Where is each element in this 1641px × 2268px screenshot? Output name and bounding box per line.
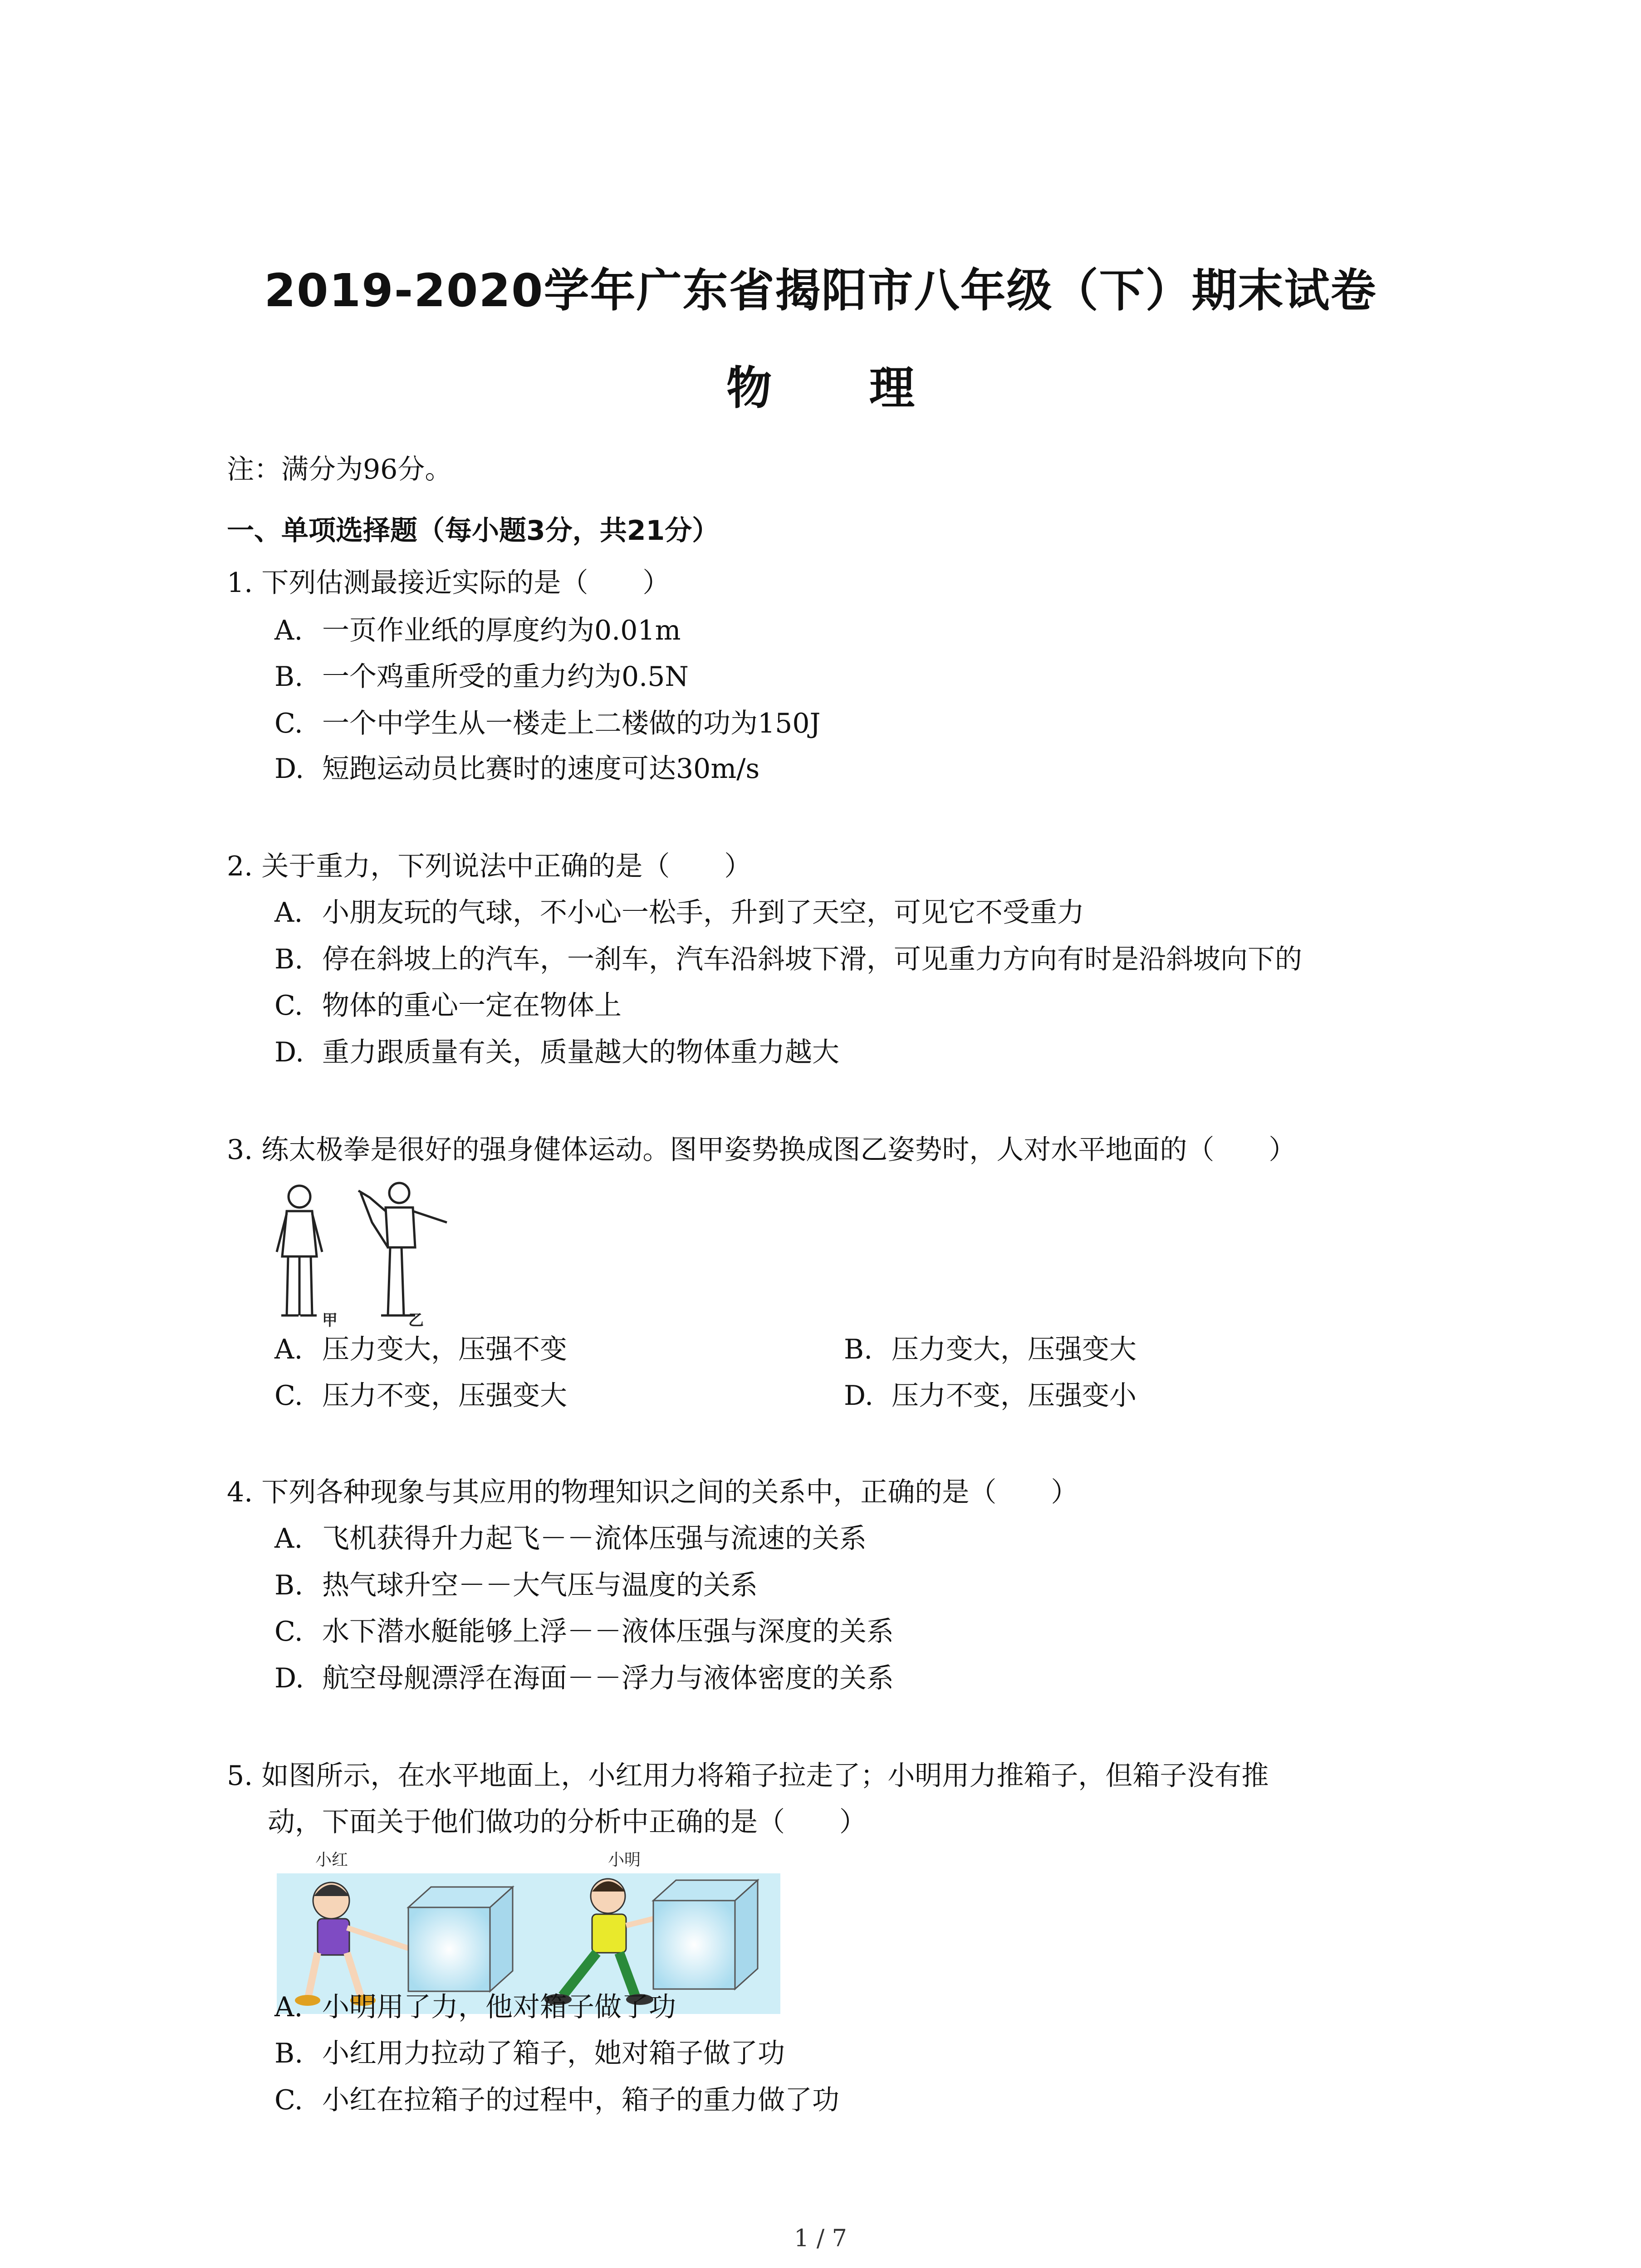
question-1-stem: 1. 下列估测最接近实际的是（ ） <box>227 567 670 599</box>
option-letter: B. <box>274 661 304 693</box>
question-2-option-b <box>274 941 1302 978</box>
option-letter: A. <box>274 615 303 646</box>
option-text: 压力变大，压强不变 <box>322 1334 567 1365</box>
option-text: 小明用了力，他对箱子做了功 <box>322 1991 676 2023</box>
score-note: 注：满分为96分。 <box>227 454 452 485</box>
question-4-option-b <box>274 1567 758 1603</box>
question-2-option-a <box>274 894 1084 931</box>
question-4-option-d <box>274 1660 894 1696</box>
figure-label-jia: 甲 <box>322 1311 338 1329</box>
question-5-stem-line-2: 动，下面关于他们做功的分析中正确的是（ ） <box>268 1806 867 1838</box>
option-letter: D. <box>274 1662 304 1694</box>
question-5-stem-line-1: 5. 如图所示，在水平地面上，小红用力将箱子拉走了；小明用力推箱子，但箱子没有推 <box>227 1760 1269 1792</box>
option-text: 小红用力拉动了箱子，她对箱子做了功 <box>322 2038 785 2069</box>
option-text: 一页作业纸的厚度约为0.01m <box>322 615 681 646</box>
option-text: 压力不变，压强变小 <box>892 1380 1136 1412</box>
question-3-option-c <box>274 1378 567 1414</box>
option-text: 重力跟质量有关，质量越大的物体重力越大 <box>322 1036 839 1068</box>
question-3-stem: 3. 练太极拳是很好的强身健体运动。图甲姿势换成图乙姿势时，人对水平地面的（ ） <box>227 1134 1296 1166</box>
option-letter: A. <box>274 1523 303 1554</box>
box-right-icon <box>653 1880 758 1989</box>
figure-label-yi: 乙 <box>408 1311 424 1329</box>
option-text: 停在斜坡上的汽车，一刹车，汽车沿斜坡下滑，可见重力方向有时是沿斜坡向下的 <box>322 943 1302 975</box>
question-3-option-b <box>844 1331 1136 1368</box>
option-letter: D. <box>274 753 304 785</box>
option-letter: C. <box>274 1380 303 1412</box>
question-3-option-d <box>844 1378 1136 1414</box>
option-text: 小红在拉箱子的过程中，箱子的重力做了功 <box>322 2084 839 2116</box>
option-text: 一个中学生从一楼走上二楼做的功为150J <box>322 708 821 739</box>
option-letter: C. <box>274 1616 303 1647</box>
option-letter: A. <box>274 1991 303 2023</box>
option-letter: A. <box>274 897 303 929</box>
option-text: 一个鸡重所受的重力约为0.5N <box>322 661 689 693</box>
option-letter: C. <box>274 2084 303 2116</box>
question-2-option-d <box>274 1034 839 1070</box>
question-2-stem: 2. 关于重力，下列说法中正确的是（ ） <box>227 850 752 882</box>
option-text: 压力变大，压强变大 <box>892 1334 1136 1365</box>
option-text: 热气球升空－－大气压与温度的关系 <box>322 1569 758 1601</box>
question-2-option-c <box>274 987 622 1024</box>
option-letter: A. <box>274 1334 303 1365</box>
taichi-figure <box>263 1179 454 1329</box>
option-letter: D. <box>274 1036 304 1068</box>
question-1-option-c <box>274 705 821 742</box>
section-heading: 一、单项选择题（每小题3分，共21分） <box>227 515 720 547</box>
figure-label-xiaohong: 小红 <box>315 1851 348 1869</box>
question-1-option-d <box>274 751 759 787</box>
exam-title: 2019-2020学年广东省揭阳市八年级（下）期末试卷 <box>264 264 1377 317</box>
option-text: 水下潜水艇能够上浮－－液体压强与深度的关系 <box>322 1616 894 1647</box>
option-letter: B. <box>844 1334 873 1365</box>
option-letter: C. <box>274 990 303 1022</box>
exam-subject: 物 理 <box>726 362 955 415</box>
option-text: 短跑运动员比赛时的速度可达30m/s <box>322 753 760 785</box>
page-number: 1 / 7 <box>794 2225 847 2252</box>
question-5-option-a <box>274 1989 676 2025</box>
option-text: 压力不变，压强变大 <box>322 1380 567 1412</box>
question-4-option-c <box>274 1613 894 1650</box>
option-text: 航空母舰漂浮在海面－－浮力与液体密度的关系 <box>322 1662 894 1694</box>
question-1-option-b <box>274 659 689 695</box>
option-letter: B. <box>274 943 304 975</box>
question-3-option-a <box>274 1331 567 1368</box>
option-text: 飞机获得升力起飞－－流体压强与流速的关系 <box>322 1523 867 1554</box>
question-1-option-a <box>274 612 681 649</box>
question-4-stem: 4. 下列各种现象与其应用的物理知识之间的关系中，正确的是（ ） <box>227 1476 1078 1508</box>
question-5-option-b <box>274 2035 785 2072</box>
option-letter: B. <box>274 1569 304 1601</box>
option-letter: B. <box>274 2038 304 2069</box>
option-text: 物体的重心一定在物体上 <box>322 990 622 1022</box>
option-letter: C. <box>274 708 303 739</box>
question-4-option-a <box>274 1520 867 1557</box>
figure-label-xiaoming: 小明 <box>608 1851 641 1869</box>
option-letter: D. <box>844 1380 874 1412</box>
option-text: 小朋友玩的气球，不小心一松手，升到了天空，可见它不受重力 <box>322 897 1084 929</box>
question-5-option-c <box>274 2082 839 2118</box>
box-left-icon <box>408 1887 513 1991</box>
